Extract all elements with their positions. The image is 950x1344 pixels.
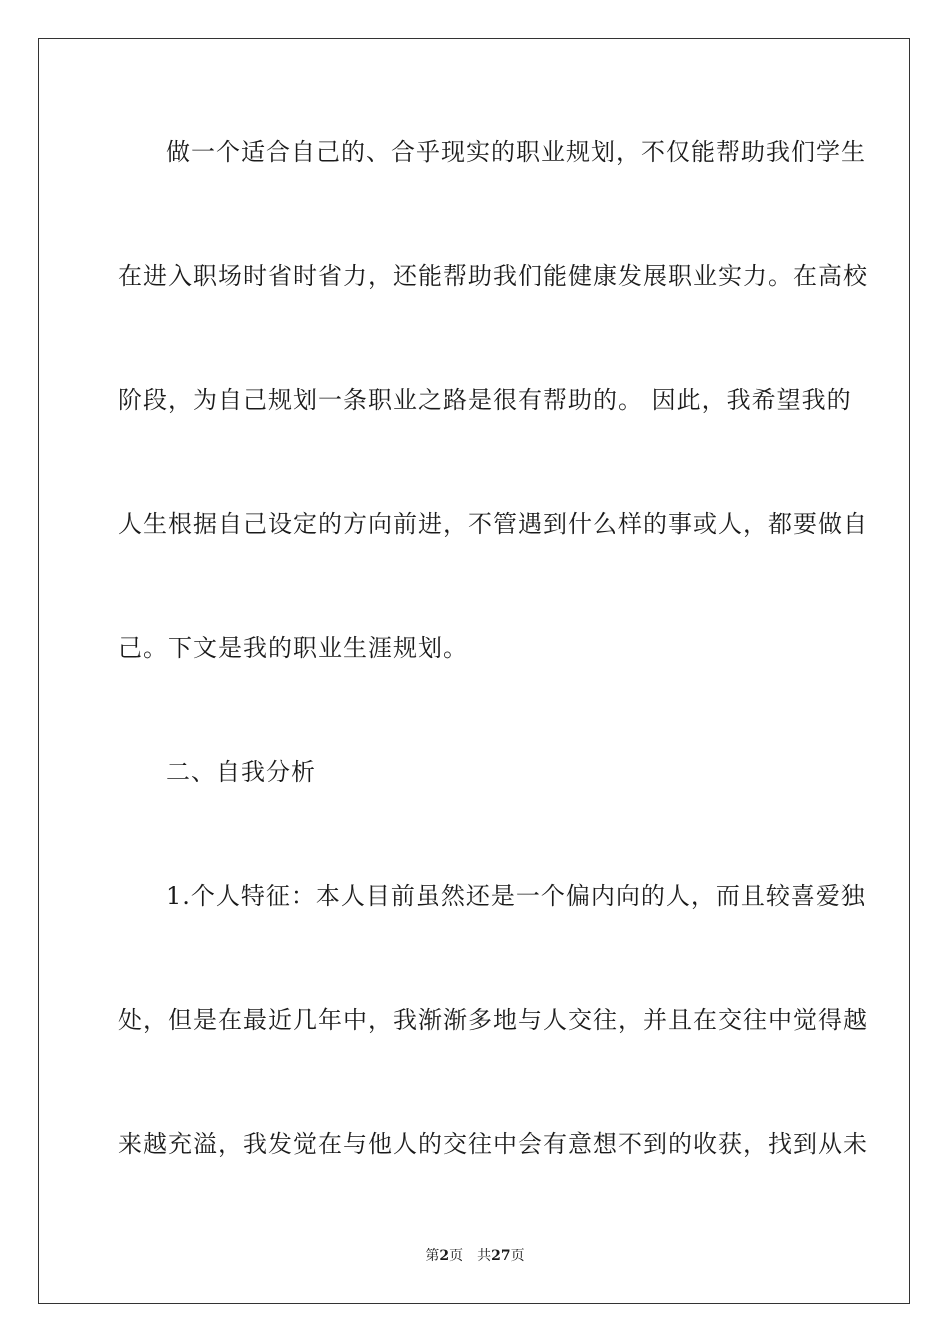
paragraph-line: 己。下文是我的职业生涯规划。 xyxy=(118,634,468,662)
paragraph-line: 在进入职场时省时省力，还能帮助我们能健康发展职业实力。在高校 xyxy=(118,262,868,290)
page-label-unit: 页 xyxy=(449,1248,464,1264)
current-page-number: 2 xyxy=(439,1248,450,1264)
total-label-prefix: 共 xyxy=(477,1248,492,1264)
total-page-number: 27 xyxy=(491,1248,511,1264)
paragraph-line: 来越充溢，我发觉在与他人的交往中会有意想不到的收获，找到从未 xyxy=(118,1130,868,1158)
paragraph-line: 做一个适合自己的、合乎现实的职业规划，不仅能帮助我们学生 xyxy=(166,138,866,166)
paragraph-line: 阶段，为自己规划一条职业之路是很有帮助的。 因此，我希望我的 xyxy=(118,386,852,414)
section-heading: 二、自我分析 xyxy=(166,758,316,786)
paragraph-line: 人生根据自己设定的方向前进，不管遇到什么样的事或人，都要做自 xyxy=(118,510,868,538)
page-border xyxy=(38,38,910,1304)
total-label-unit: 页 xyxy=(510,1248,525,1264)
paragraph-line: 处，但是在最近几年中，我渐渐多地与人交往，并且在交往中觉得越 xyxy=(118,1006,868,1034)
paragraph-line: 1.个人特征：本人目前虽然还是一个偏内向的人，而且较喜爱独 xyxy=(166,882,866,910)
page-label-prefix: 第 xyxy=(425,1248,440,1264)
page-footer xyxy=(0,1247,950,1265)
